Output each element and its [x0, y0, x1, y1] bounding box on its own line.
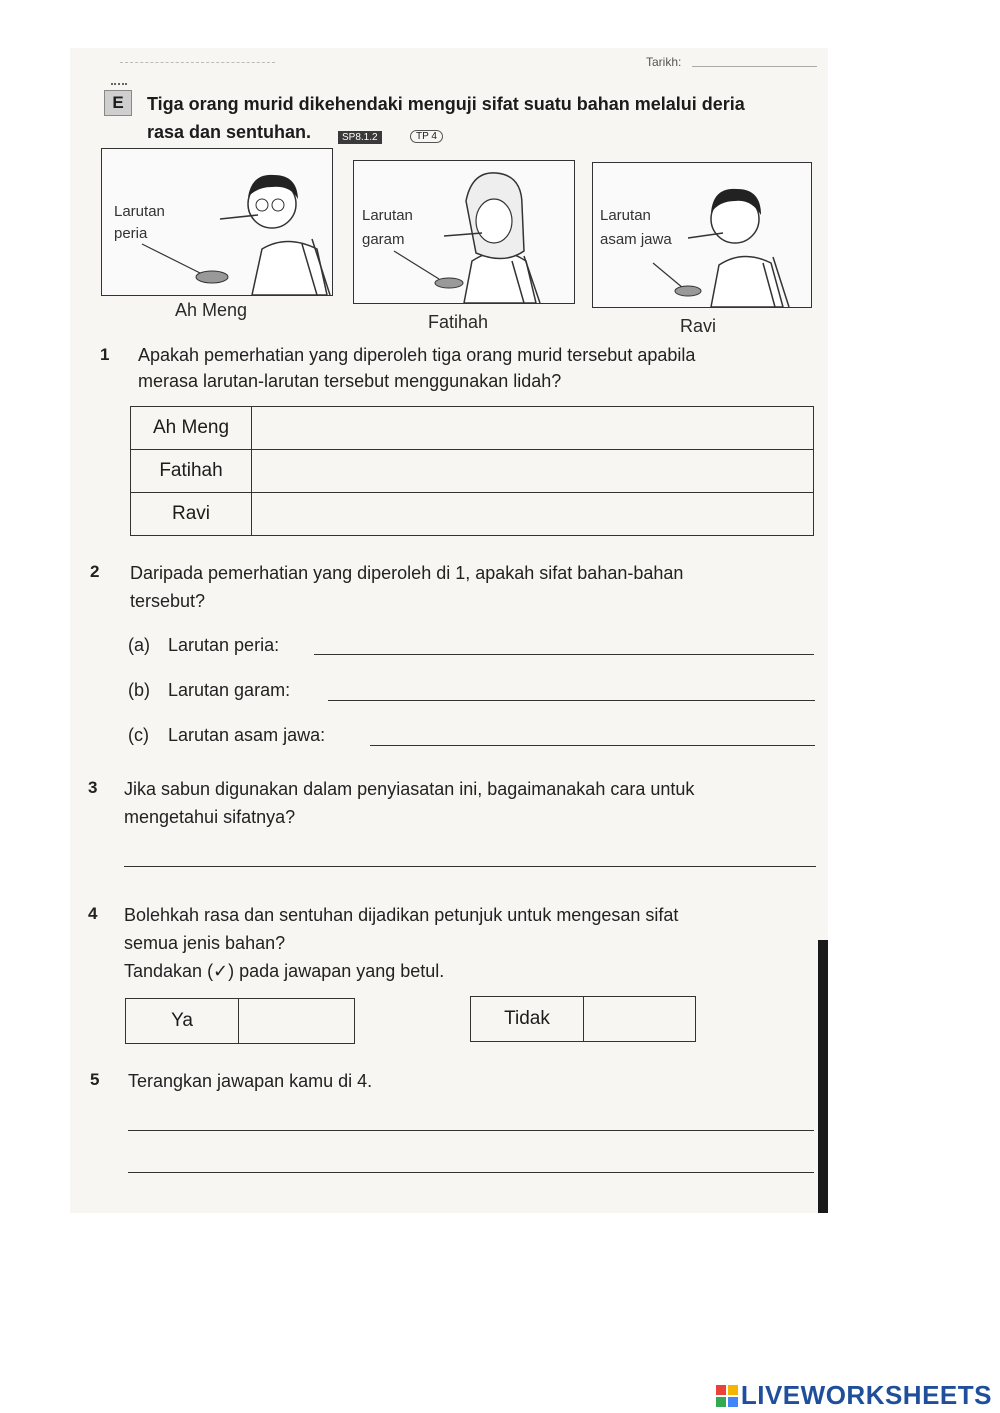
- section-intro-line1: Tiga orang murid dikehendaki menguji sifat suatu bahan melalui deria: [147, 94, 745, 114]
- panel-label-line1: Larutan: [362, 207, 413, 224]
- answer-cell-ah-meng[interactable]: [252, 407, 814, 450]
- section-badge: E: [104, 90, 132, 116]
- q3-answer-line[interactable]: [124, 866, 816, 867]
- option-tidak-box: [470, 996, 696, 1042]
- illustration-panel-ravi: [592, 162, 812, 308]
- question-3-line2: mengetahui sifatnya?: [124, 807, 296, 827]
- table-row: [131, 450, 814, 493]
- question-2-line2: tersebut?: [130, 591, 206, 611]
- row-label-fatihah: Fatihah: [131, 450, 252, 493]
- q2-part-c-text: Larutan asam jawa:: [168, 725, 326, 745]
- student-name-ravi: Ravi: [680, 316, 717, 336]
- question-1-line2: merasa larutan-larutan tersebut menggunakan lidah?: [138, 371, 562, 391]
- question-4-number: 4: [88, 904, 98, 923]
- tp-level-badge: TP 4: [410, 130, 443, 143]
- sp-code-badge: SP8.1.2: [338, 131, 382, 144]
- q2-part-c-label: (c): [128, 725, 149, 745]
- illustration-panel-ah-meng: [101, 148, 333, 296]
- question-4-line1: Bolehkah rasa dan sentuhan dijadikan petunjuk untuk mengesan sifat: [124, 905, 679, 925]
- q2-part-b-text: Larutan garam:: [168, 680, 291, 700]
- date-answer-line[interactable]: [692, 66, 817, 67]
- question-4-line2: semua jenis bahan?: [124, 933, 286, 953]
- section-intro-line2: rasa dan sentuhan.: [147, 122, 312, 142]
- question-3-line1: Jika sabun digunakan dalam penyiasatan ini, bagaimanakah cara untuk: [124, 779, 695, 799]
- observation-table: [130, 406, 814, 536]
- date-label: Tarikh:: [646, 55, 682, 69]
- student-name-ah-meng: Ah Meng: [175, 300, 248, 320]
- illustration-panel-fatihah: [353, 160, 575, 304]
- table-row: [131, 407, 814, 450]
- header-rule: [120, 62, 275, 63]
- row-label-ah-meng: Ah Meng: [131, 407, 252, 450]
- student-name-fatihah: Fatihah: [428, 312, 489, 332]
- option-ya-box: [125, 998, 355, 1044]
- option-tidak-label: Tidak: [471, 997, 584, 1041]
- question-1-line1: Apakah pemerhatian yang diperoleh tiga orang murid tersebut apabila: [138, 345, 696, 365]
- question-1-number: 1: [100, 345, 110, 364]
- panel-label-line2: garam: [362, 231, 405, 248]
- panel-label-line2: peria: [114, 225, 148, 242]
- q5-answer-line-2[interactable]: [128, 1172, 814, 1173]
- panel-label-line2: asam jawa: [600, 231, 672, 248]
- q5-answer-line-1[interactable]: [128, 1130, 814, 1131]
- scan-shadow-edge: [818, 940, 828, 1213]
- question-3-number: 3: [88, 778, 98, 797]
- question-2-number: 2: [90, 562, 100, 581]
- answer-cell-ravi[interactable]: [252, 493, 814, 536]
- question-5-number: 5: [90, 1070, 100, 1089]
- q2-part-a-answer-line[interactable]: [314, 654, 814, 655]
- question-2-line1: Daripada pemerhatian yang diperoleh di 1, apakah sifat bahan-bahan: [130, 563, 684, 583]
- panel-label-line1: Larutan: [600, 207, 651, 224]
- panel-label-line1: Larutan: [114, 203, 165, 220]
- question-5-text: Terangkan jawapan kamu di 4.: [128, 1071, 373, 1091]
- option-ya-checkbox[interactable]: [239, 999, 354, 1043]
- row-label-ravi: Ravi: [131, 493, 252, 536]
- logo-blocks-icon: [716, 1385, 738, 1407]
- liveworksheets-logo[interactable]: [716, 1380, 992, 1411]
- q2-part-b-label: (b): [128, 680, 150, 700]
- option-tidak-checkbox[interactable]: [584, 997, 695, 1041]
- answer-cell-fatihah[interactable]: [252, 450, 814, 493]
- option-ya-label: Ya: [126, 999, 239, 1043]
- q2-part-b-answer-line[interactable]: [328, 700, 815, 701]
- q2-part-c-answer-line[interactable]: [370, 745, 815, 746]
- boy-tasting-illustration: [102, 149, 332, 295]
- logo-text: LIVEWORKSHEETS: [740, 1380, 992, 1410]
- q2-part-a-text: Larutan peria:: [168, 635, 280, 655]
- question-4-instruction: Tandakan (✓) pada jawapan yang betul.: [124, 961, 445, 981]
- table-row: [131, 493, 814, 536]
- q2-part-a-label: (a): [128, 635, 150, 655]
